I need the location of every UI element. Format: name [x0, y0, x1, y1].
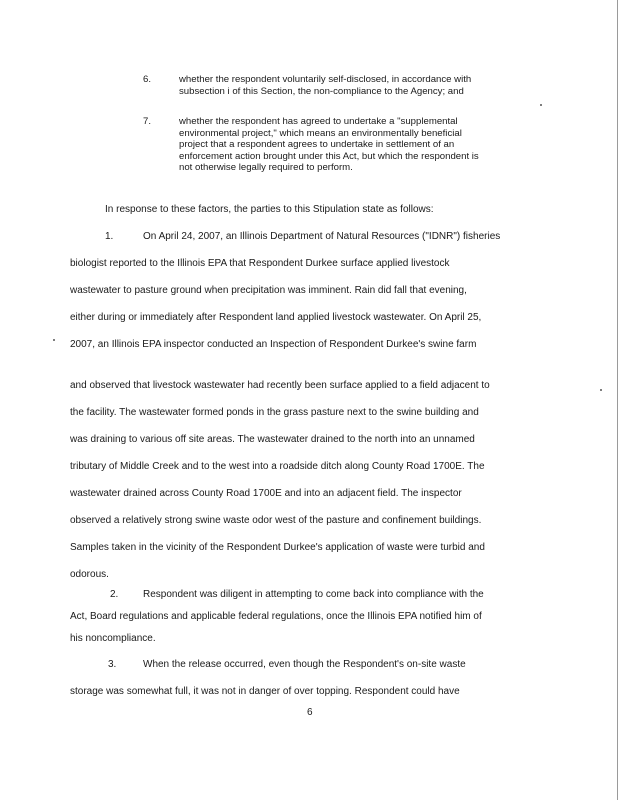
paragraph-line: and observed that livestock wastewater had recently been surface applied to a field adjacent to [70, 380, 490, 391]
paragraph-line: Act, Board regulations and applicable federal regulations, once the Illinois EPA notified him of [70, 611, 482, 622]
scan-speck [53, 339, 55, 341]
list-item-line: not otherwise legally required to perform. [179, 162, 353, 174]
paragraph-line: tributary of Middle Creek and to the west into a roadside ditch along County Road 1700E. The [70, 461, 485, 472]
list-item-line: whether the respondent has agreed to undertake a "supplemental [179, 116, 458, 127]
paragraph-line: either during or immediately after Respondent land applied livestock wastewater. On April 25, [70, 312, 482, 323]
scan-speck [600, 389, 602, 391]
paragraph-line: was draining to various off site areas. The wastewater drained to the north into an unnamed [70, 434, 475, 445]
list-item-line: enforcement action brought under this Act, but which the respondent is [179, 150, 479, 162]
scan-speck [540, 104, 542, 106]
intro-sentence: In response to these factors, the parties to this Stipulation state as follows: [105, 204, 434, 215]
paragraph-line: On April 24, 2007, an Illinois Department of Natural Resources ("IDNR") fisheries [143, 231, 501, 242]
paragraph-line: the facility. The wastewater formed ponds in the grass pasture next to the swine building and [70, 407, 479, 418]
scan-edge-line [617, 0, 618, 800]
paragraph-line: wastewater to pasture ground when precipitation was imminent. Rain did fall that evening, [70, 285, 467, 296]
paragraph-line: observed a relatively strong swine waste odor west of the pasture and confinement buildings. [70, 515, 482, 526]
list-item-number: 7. [143, 116, 152, 127]
page-number: 6 [307, 707, 313, 718]
paragraph-number: 1. [105, 231, 114, 242]
list-item-line: environmental project," which means an environmentally beneficial [179, 127, 462, 139]
paragraph-line: his noncompliance. [70, 633, 156, 644]
list-item-line: subsection i of this Section, the non-compliance to the Agency; and [179, 85, 464, 97]
paragraph-line: Respondent was diligent in attempting to come back into compliance with the [143, 589, 484, 600]
paragraph-line: Samples taken in the vicinity of the Respondent Durkee's application of waste were turbid and [70, 542, 485, 553]
paragraph-line: biologist reported to the Illinois EPA that Respondent Durkee surface applied livestock [70, 258, 450, 269]
paragraph-line: odorous. [70, 569, 109, 580]
list-item-number: 6. [143, 74, 152, 85]
list-item-line: project that a respondent agrees to undertake in settlement of an [179, 139, 455, 151]
list-item-line: whether the respondent voluntarily self-disclosed, in accordance with [179, 74, 472, 85]
paragraph-number: 3. [108, 659, 117, 670]
paragraph-line: 2007, an Illinois EPA inspector conducted an Inspection of Respondent Durkee's swine farm [70, 339, 477, 350]
paragraph-line: wastewater drained across County Road 1700E and into an adjacent field. The inspector [70, 488, 462, 499]
paragraph-line: When the release occurred, even though the Respondent's on-site waste [143, 659, 466, 670]
paragraph-line: storage was somewhat full, it was not in danger of over topping. Respondent could have [70, 686, 460, 697]
paragraph-number: 2. [110, 589, 119, 600]
